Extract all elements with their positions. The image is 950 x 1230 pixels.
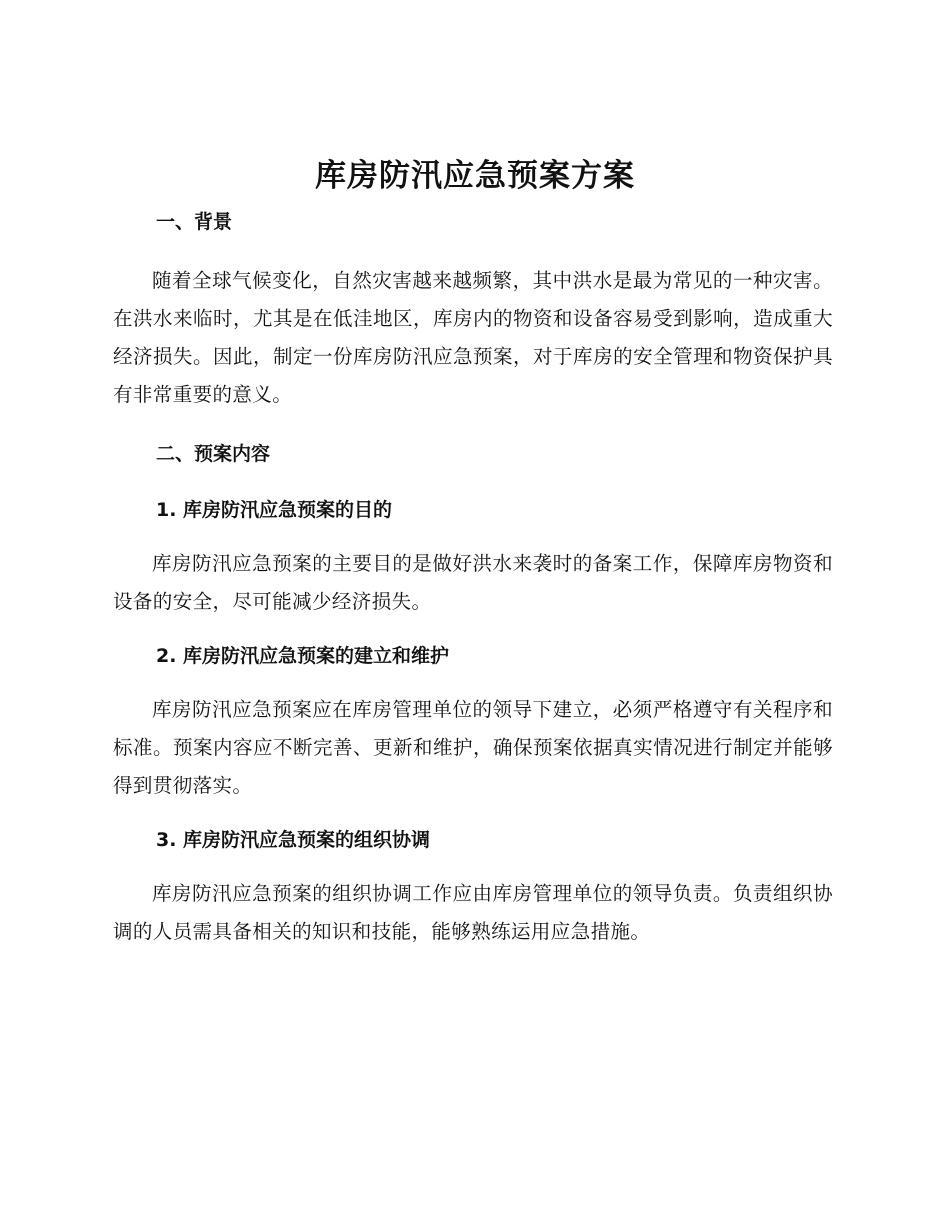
paragraph-establishment: 库房防汛应急预案应在库房管理单位的领导下建立，必须严格遵守有关程序和标准。预案内容应不断完善、更新和维护，确保预案依据真实情况进行制定并能够得到贯彻落实。 bbox=[113, 698, 833, 797]
paragraph-coordination: 库房防汛应急预案的组织协调工作应由库房管理单位的领导负责。负责组织协调的人员需具备相关的知识和技能，能够熟练运用应急措施。 bbox=[113, 882, 833, 943]
section-heading-establishment: 2. 库房防汛应急预案的建立和维护 bbox=[156, 645, 450, 667]
section-heading-coordination: 3. 库房防汛应急预案的组织协调 bbox=[156, 829, 431, 851]
section-heading-plan-content: 二、预案内容 bbox=[156, 443, 271, 465]
document-title: 库房防汛应急预案方案 bbox=[315, 158, 635, 194]
section-heading-background: 一、背景 bbox=[156, 211, 233, 233]
paragraph-background: 随着全球气候变化，自然灾害越来越频繁，其中洪水是最为常见的一种灾害。在洪水来临时，尤其是在低洼地区，库房内的物资和设备容易受到影响，造成重大经济损失。因此，制定一份库房防汛应急预案，对于库房的安全管理和物资保护具有非常重要的意义。 bbox=[113, 269, 833, 406]
paragraph-purpose: 库房防汛应急预案的主要目的是做好洪水来袭时的备案工作，保障库房物资和设备的安全，尽可能减少经济损失。 bbox=[113, 552, 833, 613]
document-body bbox=[113, 205, 833, 951]
section-heading-purpose: 1. 库房防汛应急预案的目的 bbox=[156, 499, 393, 521]
